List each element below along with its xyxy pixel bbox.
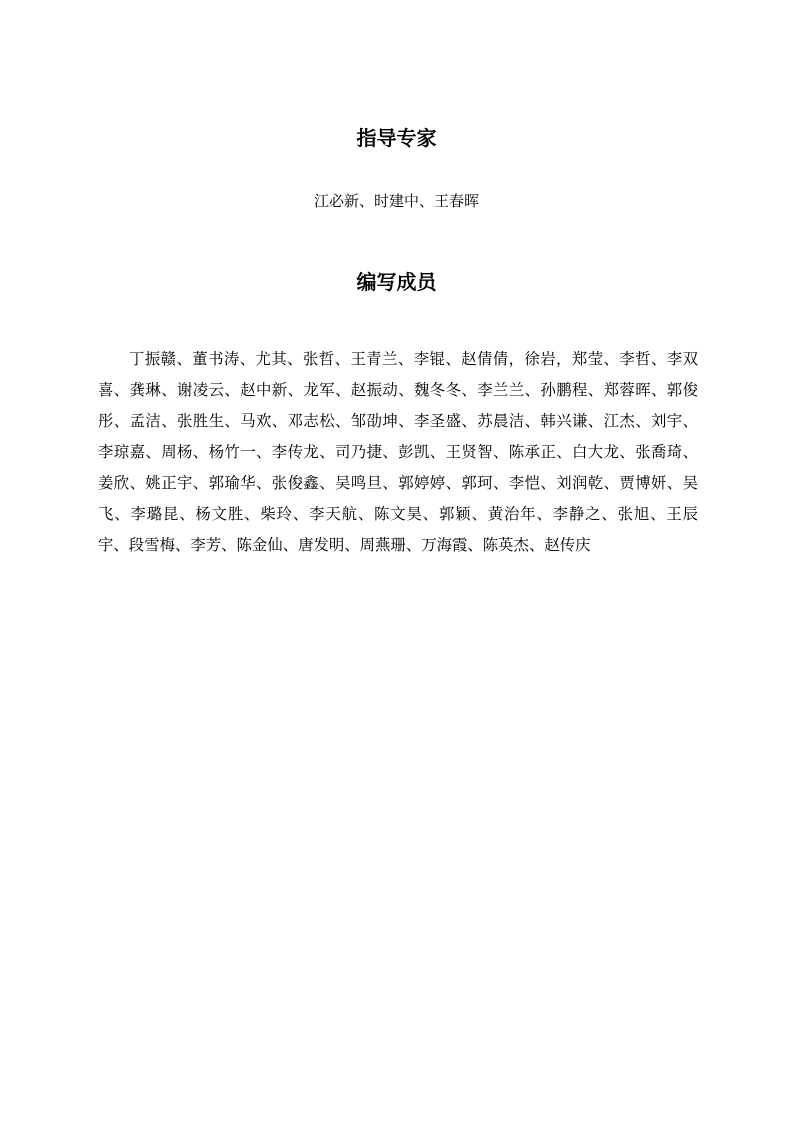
experts-heading: 指导专家 bbox=[356, 126, 437, 150]
authors-heading: 编写成员 bbox=[356, 270, 437, 294]
experts-names: 江必新、时建中、王春晖 bbox=[313, 192, 479, 210]
authors-names: 丁振赣、董书涛、尤其、张哲、王青兰、李锟、赵倩倩，徐岩，郑莹、李哲、李双喜、龚琳、谢凌云、赵中新、龙军、赵振动、魏冬冬、李兰兰、孙鹏程、郑蓉晖、郭俊彤、孟洁、张胜生、马欢、邓志松、邹劭坤、李圣盛、苏晨洁、韩兴谦、江杰、刘宇、李琼嘉、周杨、杨竹一、李传龙、司乃捷、彭凯、王贤智、陈承正、白大龙、张喬琦、姜欣、姚正宇、郭瑜华、张俊鑫、吴鸣旦、郭婷婷、郭珂、李恺、刘润乾、贾博妍、吴飞、李璐昆、杨文胜、柴玲、李天航、陈文昊、郭颖、黄治年、李静之、张旭、王辰宇、段雪梅、李芳、陈金仙、唐发明、周燕珊、万海霞、陈英杰、赵传庆 bbox=[98, 350, 698, 554]
